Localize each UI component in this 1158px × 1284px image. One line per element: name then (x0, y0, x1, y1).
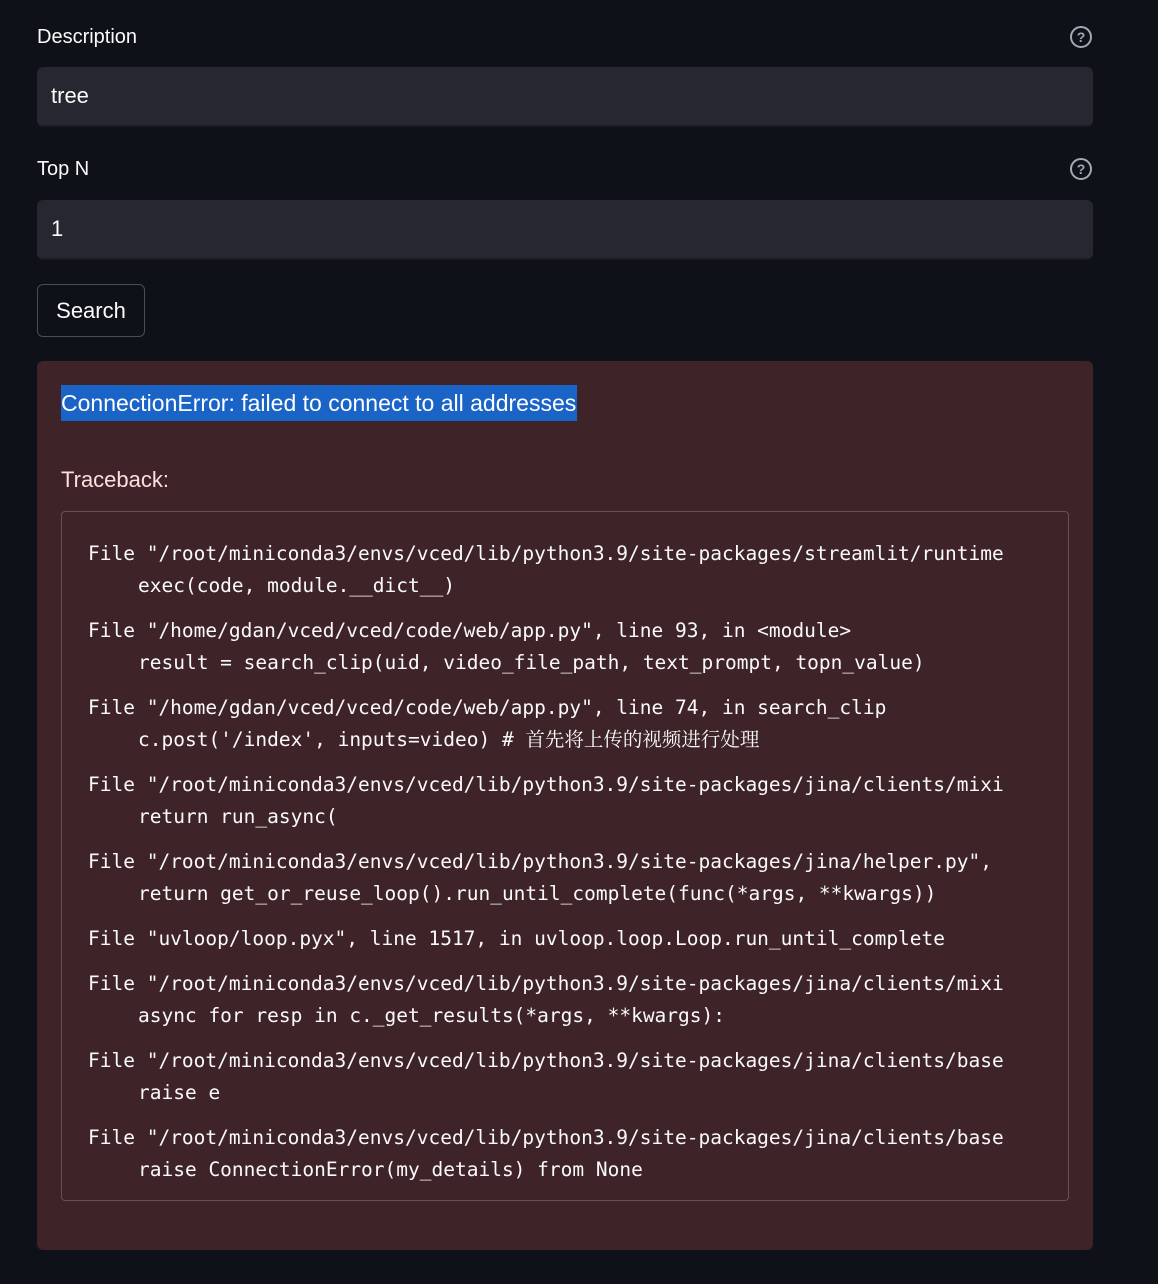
traceback-label: Traceback: (61, 467, 170, 492)
traceback-frame (62, 846, 1068, 910)
traceback-frame (62, 769, 1068, 833)
traceback-file-line: File "/root/miniconda3/envs/vced/lib/python3.9/site-packages/jina/clients/base (88, 1126, 1004, 1149)
traceback-file-line: File "/root/miniconda3/envs/vced/lib/python3.9/site-packages/jina/clients/base (88, 1049, 1004, 1072)
traceback-code-line: return run_async( (138, 805, 338, 828)
description-input[interactable]: tree (37, 67, 1093, 127)
traceback-frame (62, 615, 1068, 679)
description-label-row (37, 22, 1093, 52)
traceback-code-line: raise e (138, 1081, 221, 1104)
traceback-frame (62, 538, 1068, 602)
traceback-code-line: async for resp in c._get_results(*args, **kwargs): (138, 1004, 725, 1027)
traceback-frame (62, 692, 1068, 756)
traceback-code-block[interactable] (61, 511, 1069, 1201)
traceback-frame (62, 923, 1068, 955)
search-button[interactable]: Search (37, 284, 145, 337)
traceback-code-line: exec(code, module.__dict__) (138, 574, 455, 597)
error-box (37, 361, 1093, 1250)
traceback-file-line: File "/root/miniconda3/envs/vced/lib/python3.9/site-packages/streamlit/runtime (88, 542, 1004, 565)
question-circle-icon[interactable]: ? (1070, 26, 1092, 48)
traceback-file-line: File "uvloop/loop.pyx", line 1517, in uvloop.loop.Loop.run_until_complete (88, 927, 946, 950)
description-label: Description (37, 25, 138, 48)
topn-label: Top N (37, 157, 90, 180)
traceback-frame (62, 1045, 1068, 1109)
traceback-file-line: File "/root/miniconda3/envs/vced/lib/python3.9/site-packages/jina/clients/mixi (88, 972, 1004, 995)
traceback-file-line: File "/root/miniconda3/envs/vced/lib/python3.9/site-packages/jina/helper.py", (88, 850, 992, 873)
traceback-file-line: File "/root/miniconda3/envs/vced/lib/python3.9/site-packages/jina/clients/mixi (88, 773, 1004, 796)
traceback-file-line: File "/home/gdan/vced/vced/code/web/app.py", line 93, in <module> (88, 619, 852, 642)
traceback-code-line: return get_or_reuse_loop().run_until_complete(func(*args, **kwargs)) (138, 882, 937, 905)
traceback-code-line: c.post('/index', inputs=video) # 首先将上传的视频进行处理 (138, 728, 760, 751)
traceback-frame (62, 1122, 1068, 1186)
traceback-code-line: raise ConnectionError(my_details) from None (138, 1158, 643, 1181)
topn-label-row (37, 154, 1093, 184)
error-title: ConnectionError: failed to connect to all addresses (61, 385, 577, 421)
traceback-code-line: result = search_clip(uid, video_file_path, text_prompt, topn_value) (138, 651, 925, 674)
traceback-file-line: File "/home/gdan/vced/vced/code/web/app.py", line 74, in search_clip (88, 696, 887, 719)
topn-input[interactable]: 1 (37, 200, 1093, 260)
traceback-frame (62, 968, 1068, 1032)
question-circle-icon[interactable]: ? (1070, 158, 1092, 180)
